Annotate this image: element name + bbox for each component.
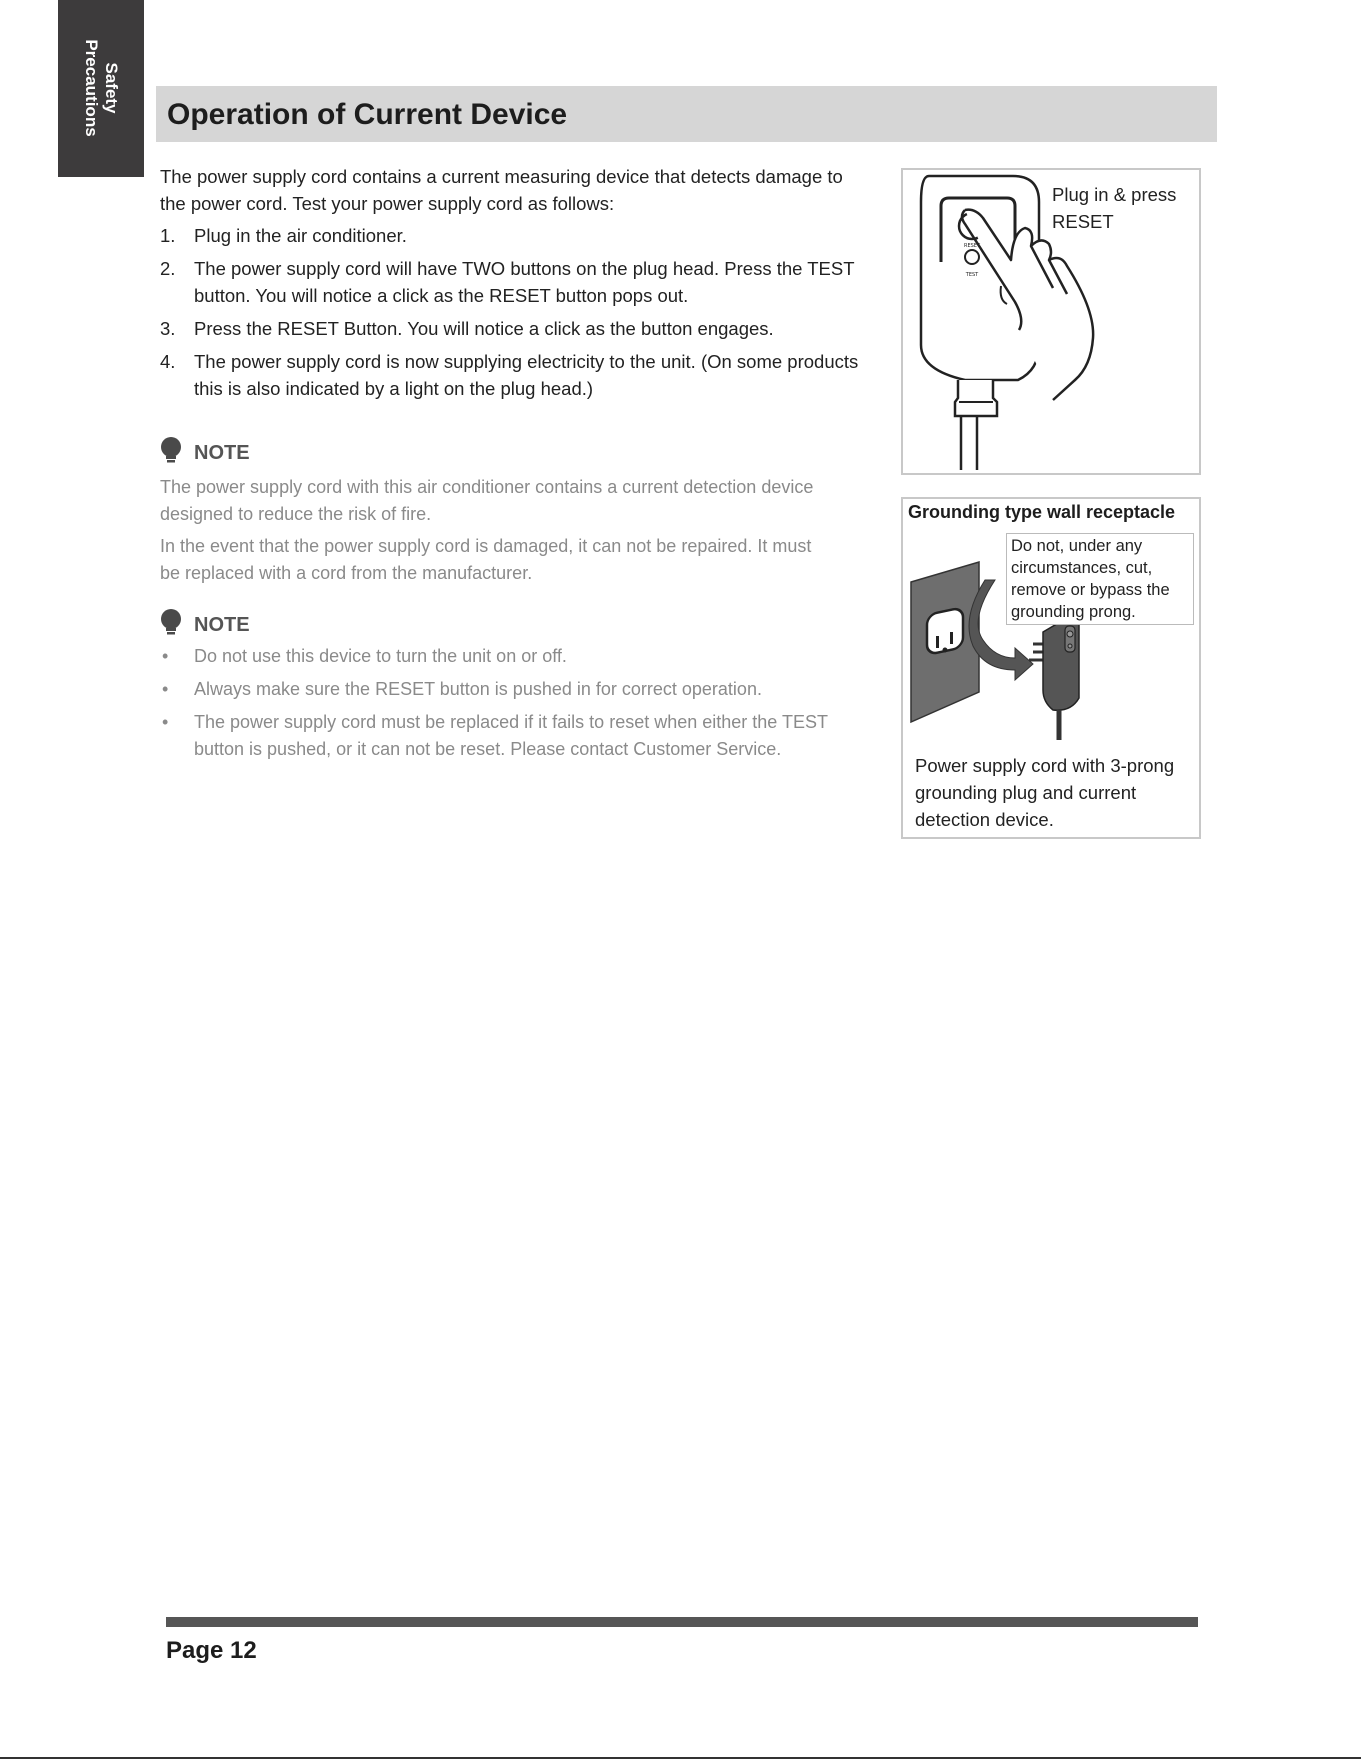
note-heading (160, 437, 250, 465)
note-bullet-list (160, 643, 872, 769)
step-text: The power supply cord is now supplying electricity to the unit. (On some products this is also indicated by a light on the plug head.) (194, 351, 859, 399)
bullet-text: Do not use this device to turn the unit on or off. (194, 646, 567, 666)
intro-paragraph: The power supply cord contains a current measuring device that detects damage to the power cord. Test your power supply cord as follows: (160, 166, 843, 214)
bullet-text: Always make sure the RESET button is pushed in for correct operation. (194, 679, 762, 699)
note-label: NOTE (194, 614, 250, 636)
note-label: NOTE (194, 442, 250, 464)
side-tab-line1: Safety (102, 62, 121, 114)
lightbulb-icon (160, 609, 182, 635)
note-heading (160, 609, 250, 637)
step-number: 2. (160, 258, 176, 279)
step-text: Plug in the air conditioner. (194, 225, 407, 246)
list-item (160, 315, 872, 342)
note-paragraph: In the event that the power supply cord is damaged, it can not be repaired. It must be replaced with a cord from the manufacturer. (160, 536, 812, 583)
step-number: 3. (160, 318, 176, 339)
side-tab-line2: Precautions (82, 39, 101, 137)
list-item (160, 348, 872, 402)
footer-rule (166, 1617, 1198, 1627)
figure-caption: Power supply cord with 3-prong grounding plug and current detection device. (915, 755, 1175, 830)
bullet: • (162, 646, 169, 666)
steps-list (160, 222, 872, 408)
bullet: • (162, 679, 169, 699)
lightbulb-icon (160, 437, 182, 463)
step-number: 1. (160, 225, 176, 246)
figure-caption: Plug in & press RESET (1052, 184, 1177, 232)
list-item (160, 222, 872, 249)
page-number: Page 12 (166, 1637, 257, 1664)
list-item (160, 709, 872, 763)
step-number: 4. (160, 351, 176, 372)
section-title: Operation of Current Device (167, 98, 568, 131)
note-paragraph: The power supply cord with this air conditioner contains a current detection device designed to reduce the risk of fire. (160, 477, 814, 524)
bullet-text: The power supply cord must be replaced if it fails to reset when either the TEST button is pushed, or it can not be reset. Please contact Customer Service. (194, 712, 828, 759)
list-item (160, 255, 872, 309)
figure-title: Grounding type wall receptacle (908, 502, 1176, 522)
reset-label: RESET (963, 243, 981, 249)
bullet: • (162, 712, 169, 732)
warning-box: Do not, under any circumstances, cut, remove or bypass the grounding prong. (1006, 533, 1194, 625)
side-tab-label (81, 39, 121, 136)
step-text: The power supply cord will have TWO buttons on the plug head. Press the TEST button. You will notice a click as the RESET button pops out. (194, 258, 855, 306)
step-text: Press the RESET Button. You will notice a click as the button engages. (194, 318, 774, 339)
test-label: TEST (965, 272, 979, 278)
list-item (160, 676, 872, 703)
list-item (160, 643, 872, 670)
page-bottom-border (0, 1757, 1361, 1759)
